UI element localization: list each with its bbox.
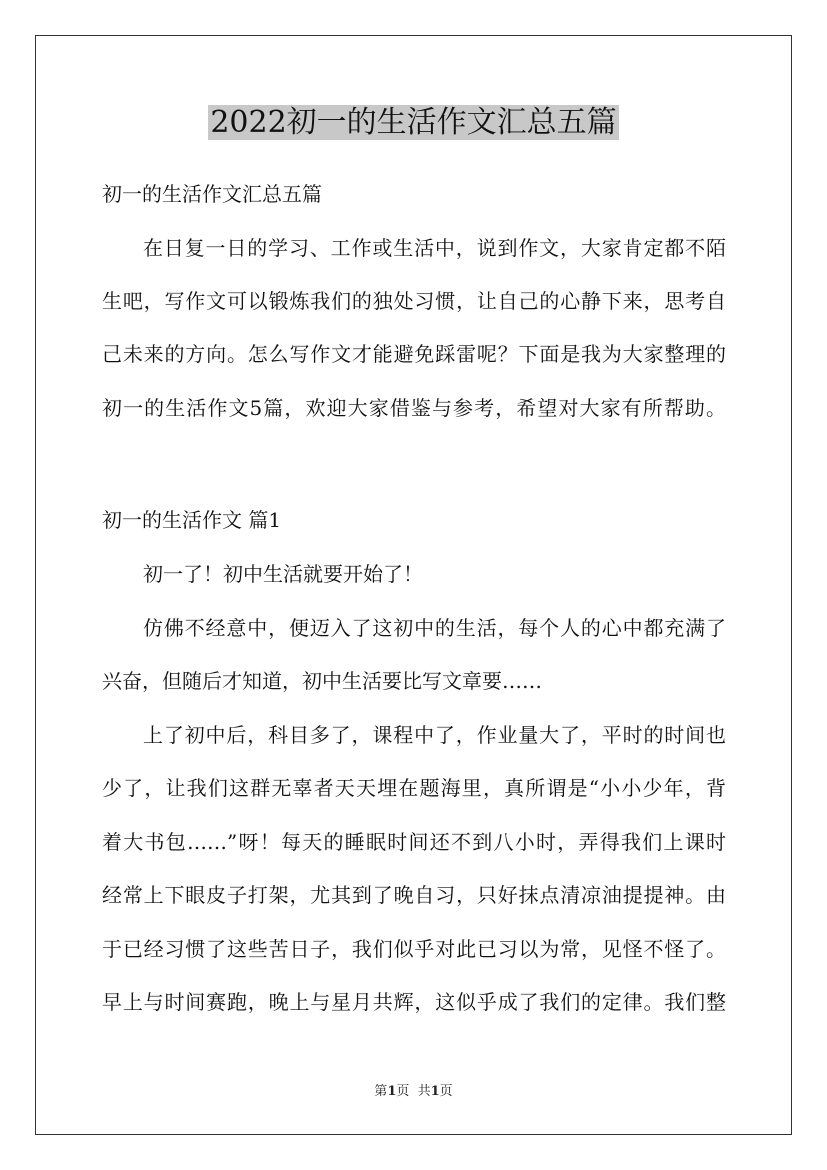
section-line: 初一了！初中生活就要开始了！ [143, 562, 423, 586]
footer-page-number: 1 [387, 1084, 397, 1099]
intro-line: 初一的生活作文5篇，欢迎大家借鉴与参考，希望对大家有所帮助。 [102, 396, 726, 420]
footer-page-suffix: 页 [439, 1084, 453, 1099]
document-subtitle: 初一的生活作文汇总五篇 [102, 182, 322, 206]
intro-line: 己未来的方向。怎么写作文才能避免踩雷呢？下面是我为大家整理的 [102, 342, 726, 366]
footer-page-mid: 页 共 [396, 1084, 431, 1099]
section-line: 少了，让我们这群无辜者天天埋在题海里，真所谓是“小小少年，背 [102, 776, 726, 800]
section-line: 经常上下眼皮子打架，尤其到了晚自习，只好抹点清凉油提提神。由 [102, 883, 726, 907]
section-line: 早上与时间赛跑，晚上与星月共辉，这似乎成了我们的定律。我们整 [102, 990, 726, 1014]
intro-line: 生吧，写作文可以锻炼我们的独处习惯，让自己的心静下来，思考自 [102, 289, 726, 313]
section-heading: 初一的生活作文 篇1 [102, 508, 282, 532]
intro-line: 在日复一日的学习、工作或生活中，说到作文，大家肯定都不陌 [143, 236, 726, 260]
document-title-text: 2022初一的生活作文汇总五篇 [210, 105, 617, 140]
page-footer [0, 1083, 827, 1101]
section-line: 着大书包……”呀！每天的睡眠时间还不到八小时，弄得我们上课时 [102, 830, 726, 854]
footer-page-prefix: 第 [374, 1084, 388, 1099]
section-line: 于已经习惯了这些苦日子，我们似乎对此已习以为常，见怪不怪了。 [102, 937, 726, 961]
section-line: 上了初中后，科目多了，课程中了，作业量大了，平时的时间也 [143, 723, 726, 747]
section-line: 兴奋，但随后才知道，初中生活要比写文章要…… [102, 669, 542, 693]
footer-total-pages: 1 [430, 1084, 440, 1099]
section-line: 仿佛不经意中，便迈入了这初中的生活，每个人的心中都充满了 [143, 616, 726, 640]
document-title [0, 100, 827, 146]
